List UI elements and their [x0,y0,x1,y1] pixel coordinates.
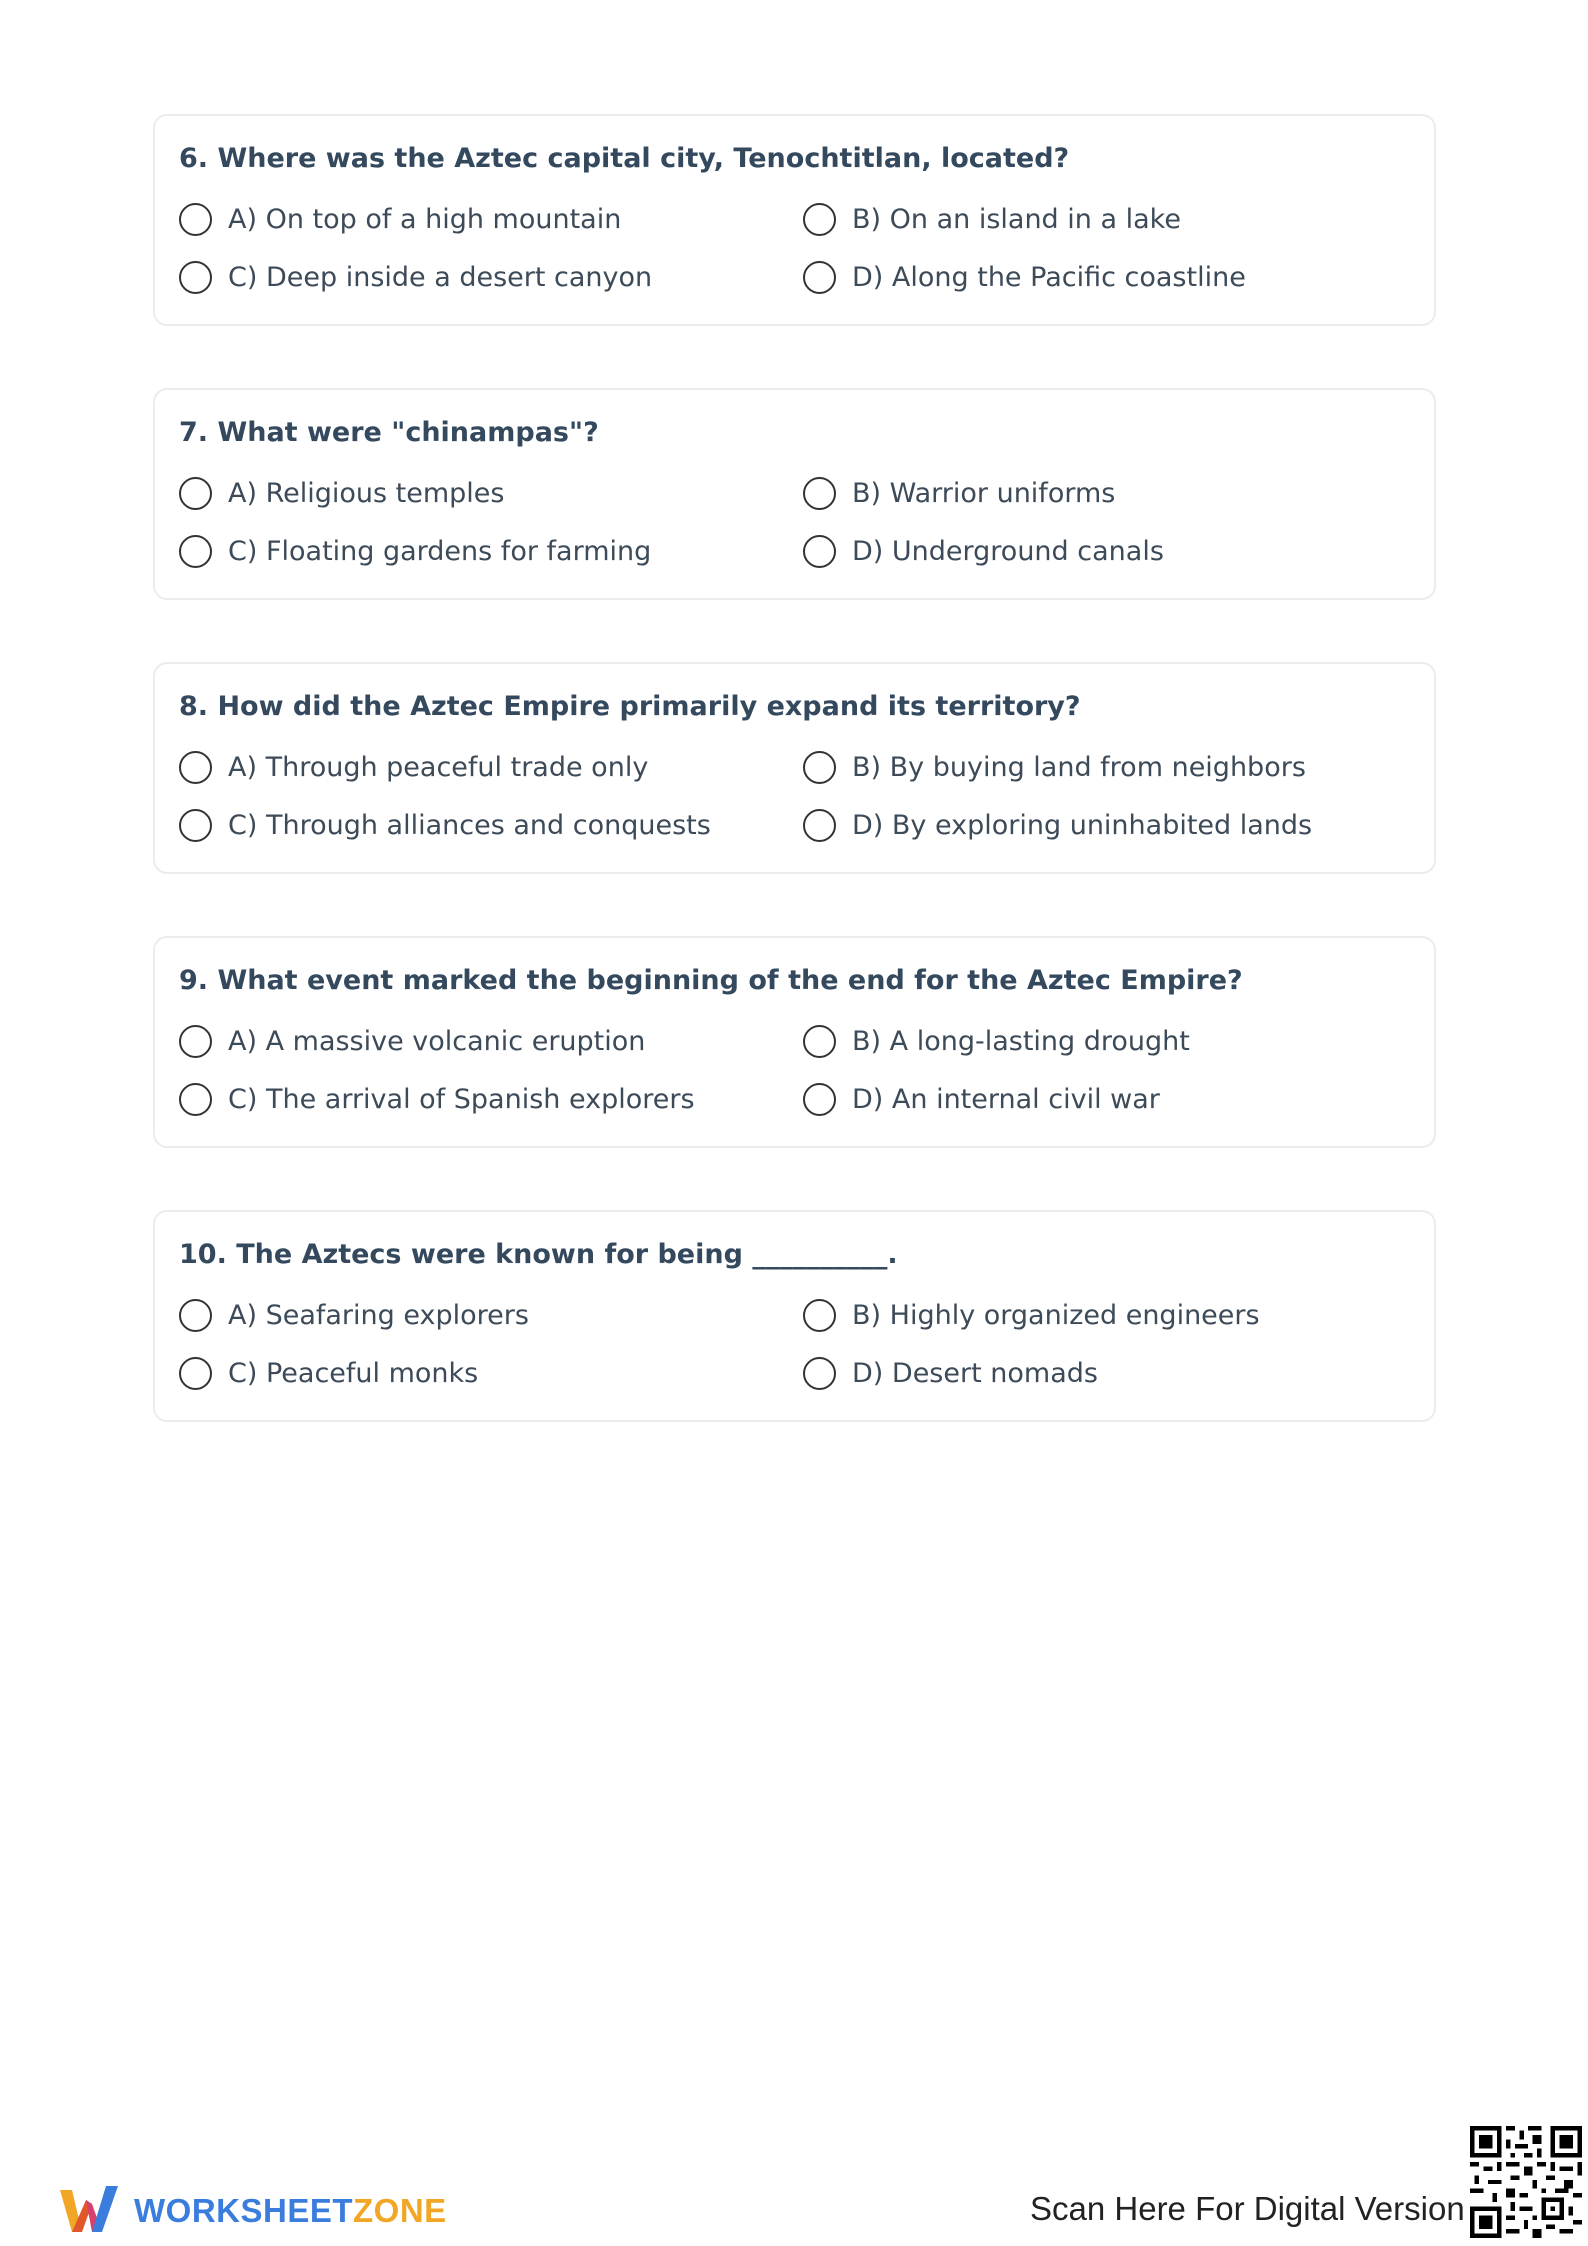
radio-button[interactable] [803,1083,836,1116]
option-a[interactable] [179,1286,803,1344]
option-a[interactable] [179,464,803,522]
question-text: 9. What event marked the beginning of the end for the Aztec Empire? [179,965,1243,996]
question-text: 10. The Aztecs were known for being __________. [179,1239,898,1270]
option-label: B) Warrior uniforms [852,477,1116,509]
radio-button[interactable] [803,1025,836,1058]
option-d[interactable] [803,1344,1403,1402]
option-a[interactable] [179,738,803,796]
option-grid [179,1012,1410,1128]
brand-name-part1: WORKSHEET [134,2192,353,2229]
option-c[interactable] [179,522,803,580]
scan-instruction: Scan Here For Digital Version [1030,2190,1465,2227]
radio-button[interactable] [803,751,836,784]
option-b[interactable] [803,1286,1403,1344]
option-c[interactable] [179,248,803,306]
option-b[interactable] [803,464,1403,522]
radio-button[interactable] [803,203,836,236]
option-label: B) By buying land from neighbors [852,751,1306,783]
option-d[interactable] [803,248,1403,306]
option-d[interactable] [803,796,1403,854]
option-label: C) Floating gardens for farming [228,535,652,567]
option-c[interactable] [179,1344,803,1402]
option-a[interactable] [179,190,803,248]
radio-button[interactable] [179,809,212,842]
worksheetzone-logo-icon [58,2182,120,2240]
option-label: B) On an island in a lake [852,203,1181,235]
radio-button[interactable] [179,477,212,510]
question-card [153,662,1436,874]
option-grid [179,1286,1410,1402]
question-card [153,388,1436,600]
option-label: A) On top of a high mountain [228,203,622,235]
option-label: D) By exploring uninhabited lands [852,809,1313,841]
question-text: 6. Where was the Aztec capital city, Tenochtitlan, located? [179,143,1070,174]
question-card [153,1210,1436,1422]
option-label: A) Through peaceful trade only [228,751,649,783]
radio-button[interactable] [803,261,836,294]
brand-name [134,2192,447,2230]
option-label: C) Deep inside a desert canyon [228,261,653,293]
radio-button[interactable] [179,261,212,294]
option-label: A) Seafaring explorers [228,1299,529,1331]
question-text: 7. What were "chinampas"? [179,417,599,448]
qr-code-icon[interactable] [1470,2126,1582,2238]
radio-button[interactable] [179,1025,212,1058]
option-d[interactable] [803,522,1403,580]
option-label: D) Desert nomads [852,1357,1098,1389]
option-grid [179,190,1410,306]
option-grid [179,464,1410,580]
option-label: A) Religious temples [228,477,505,509]
option-label: A) A massive volcanic eruption [228,1025,646,1057]
option-label: D) An internal civil war [852,1083,1160,1115]
question-list [153,114,1436,1484]
brand-name-part2: ZONE [353,2192,447,2229]
radio-button[interactable] [803,809,836,842]
option-label: B) A long-lasting drought [852,1025,1190,1057]
option-d[interactable] [803,1070,1403,1128]
option-label: D) Along the Pacific coastline [852,261,1246,293]
option-c[interactable] [179,796,803,854]
option-a[interactable] [179,1012,803,1070]
brand-logo[interactable] [58,2182,447,2240]
option-b[interactable] [803,738,1403,796]
radio-button[interactable] [803,477,836,510]
radio-button[interactable] [179,1357,212,1390]
radio-button[interactable] [179,203,212,236]
option-label: C) The arrival of Spanish explorers [228,1083,695,1115]
option-label: C) Peaceful monks [228,1357,479,1389]
radio-button[interactable] [179,1299,212,1332]
option-label: B) Highly organized engineers [852,1299,1260,1331]
option-c[interactable] [179,1070,803,1128]
question-card [153,114,1436,326]
radio-button[interactable] [179,751,212,784]
radio-button[interactable] [179,1083,212,1116]
radio-button[interactable] [803,535,836,568]
option-b[interactable] [803,1012,1403,1070]
radio-button[interactable] [179,535,212,568]
radio-button[interactable] [803,1299,836,1332]
option-grid [179,738,1410,854]
radio-button[interactable] [803,1357,836,1390]
question-card [153,936,1436,1148]
option-b[interactable] [803,190,1403,248]
question-text: 8. How did the Aztec Empire primarily expand its territory? [179,691,1081,722]
option-label: D) Underground canals [852,535,1164,567]
option-label: C) Through alliances and conquests [228,809,711,841]
